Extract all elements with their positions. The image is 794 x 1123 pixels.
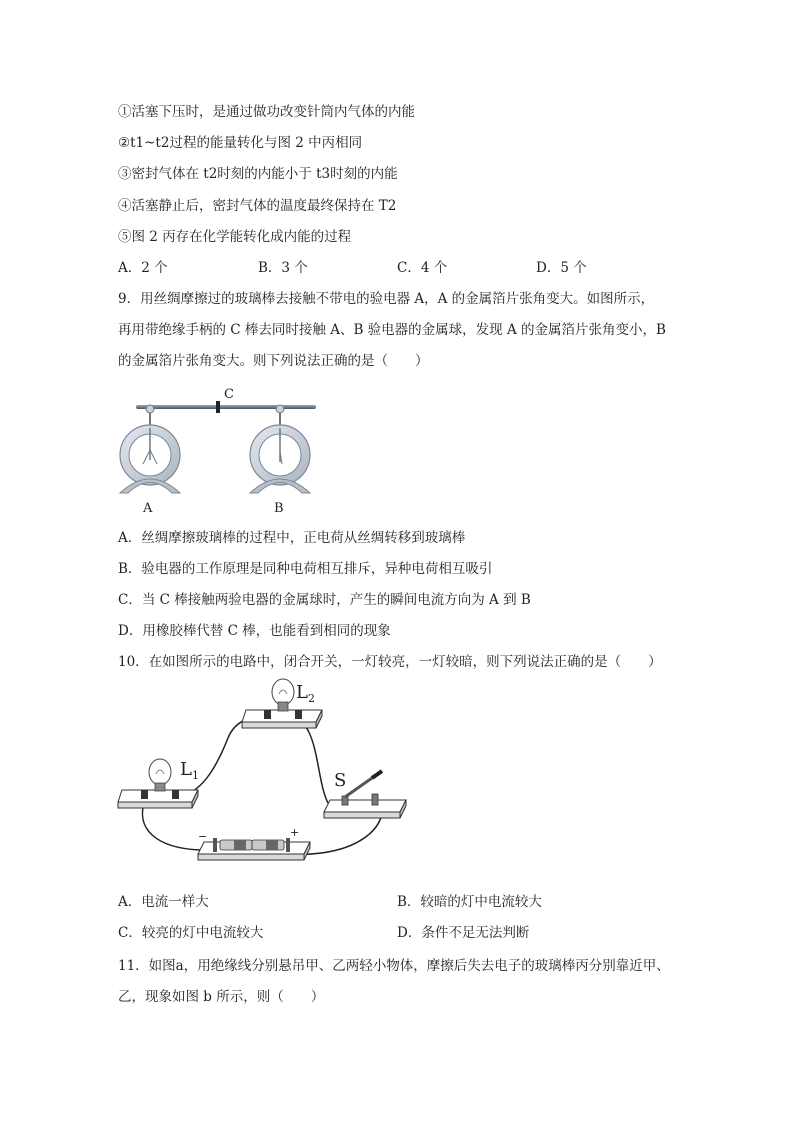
q10-option-d: D．条件不足无法判断 — [397, 925, 530, 941]
electroscope-a — [120, 405, 180, 493]
q10-option-c: C．较亮的灯中电流较大 — [118, 925, 264, 941]
statement-4: ④活塞静止后，密封气体的温度最终保持在 T2 — [118, 198, 397, 214]
electroscope-figure — [110, 380, 330, 520]
statement-2: ②t1~t2过程的能量转化与图 2 中丙相同 — [118, 135, 363, 151]
battery-plus-label: + — [290, 826, 300, 839]
battery — [198, 838, 310, 860]
wire-l2-switch — [288, 716, 328, 803]
q9-stem-line-2: 再用带绝缘手柄的 C 棒去同时接触 A、B 验电器的金属球，发现 A 的金属箔片张角变小，B — [118, 322, 666, 338]
circuit-figure — [110, 678, 410, 868]
q11-stem-line-1: 11．如图a，用绝缘线分别悬吊甲、乙两轻小物体，摩擦后失去电子的玻璃棒丙分别靠近甲、 — [118, 958, 670, 974]
battery-minus-label: − — [198, 830, 208, 843]
q8-option-d: D．5 个 — [536, 260, 587, 276]
statement-1: ①活塞下压时，是通过做功改变针筒内气体的内能 — [118, 104, 415, 120]
statement-5: ⑤图 2 丙存在化学能转化成内能的过程 — [118, 229, 352, 245]
lamp-l1-label: $L_1$ — [180, 759, 199, 782]
q9-option-d: D．用橡胶棒代替 C 棒，也能看到相同的现象 — [118, 623, 391, 639]
q10-option-a: A．电流一样大 — [118, 894, 209, 910]
electroscope-b — [250, 405, 310, 493]
electroscope-b-label: B — [274, 501, 284, 516]
rod-handle — [216, 401, 220, 413]
conductor-rod — [136, 405, 316, 409]
q9-stem-line-3: 的金属箔片张角变大。则下列说法正确的是（ ） — [118, 353, 429, 369]
lamp-l2-label: $L_2$ — [296, 682, 315, 705]
q10-option-b: B．较暗的灯中电流较大 — [397, 894, 542, 910]
q9-option-a: A．丝绸摩擦玻璃棒的过程中，正电荷从丝绸转移到玻璃棒 — [118, 530, 466, 546]
q11-stem-line-2: 乙，现象如图 b 所示，则（ ） — [118, 989, 325, 1005]
q8-option-b: B．3 个 — [258, 260, 308, 276]
q9-option-c: C．当 C 棒接触两验电器的金属球时，产生的瞬间电流方向为 A 到 B — [118, 592, 531, 608]
rod-label: C — [224, 387, 234, 402]
q8-option-a: A．2 个 — [118, 260, 168, 276]
q9-option-b: B．验电器的工作原理是同种电荷相互排斥，异种电荷相互吸引 — [118, 561, 493, 577]
q9-stem-line-1: 9．用丝绸摩擦过的玻璃棒去接触不带电的验电器 A，A 的金属箔片张角变大。如图所示， — [118, 291, 655, 307]
switch-label: S — [334, 770, 347, 791]
electroscope-a-label: A — [143, 501, 153, 516]
q8-option-c: C．4 个 — [397, 260, 448, 276]
statement-3: ③密封气体在 t2时刻的内能小于 t3时刻的内能 — [118, 166, 398, 182]
q10-stem: 10．在如图所示的电路中，闭合开关，一灯较亮，一灯较暗，则下列说法正确的是（ ） — [118, 654, 662, 670]
